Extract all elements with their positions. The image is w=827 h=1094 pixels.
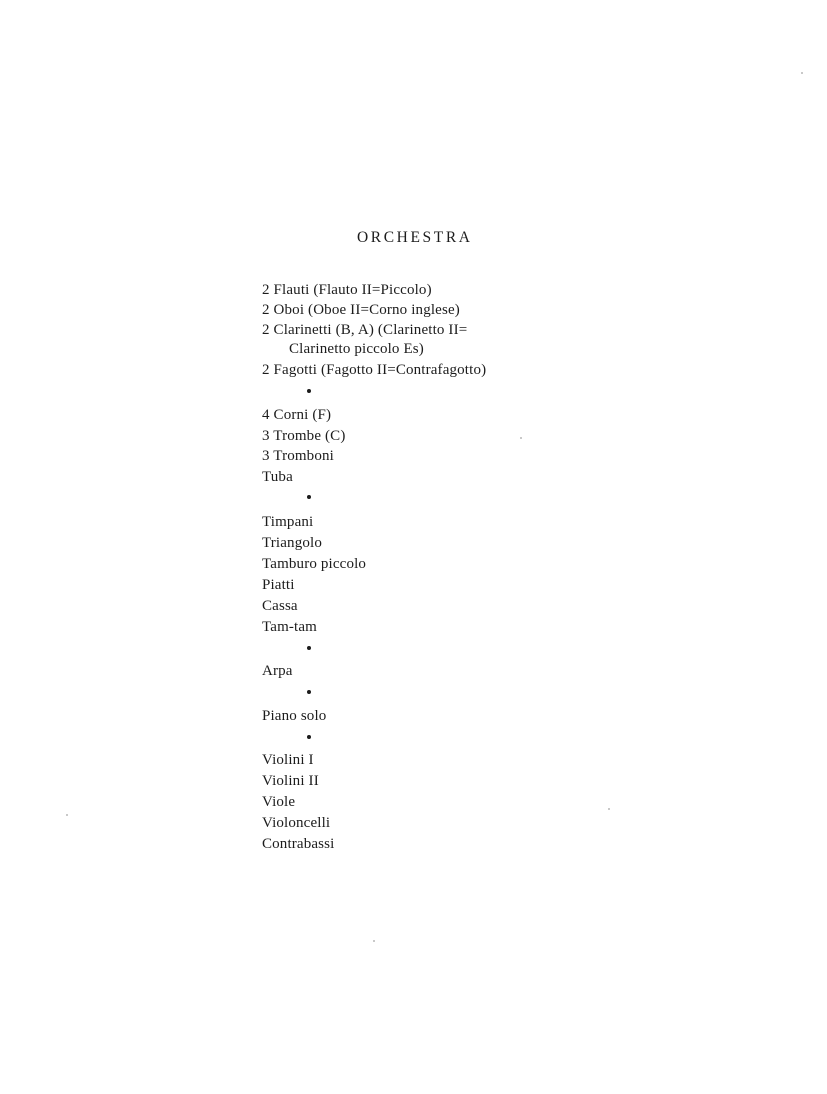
paper-speck — [520, 437, 522, 439]
section-separator — [307, 495, 311, 499]
instrument-double-basses: Contrabassi — [262, 836, 335, 852]
instrument-violins-2: Violini II — [262, 773, 319, 789]
section-separator — [307, 389, 311, 393]
instrument-piano: Piano solo — [262, 708, 327, 724]
page-title: ORCHESTRA — [357, 229, 473, 246]
paper-speck — [608, 808, 610, 810]
instrument-violas: Viole — [262, 794, 296, 810]
instrument-snare-drum: Tamburo piccolo — [262, 556, 367, 572]
instrument-cellos: Violoncelli — [262, 815, 331, 831]
instrument-clarinets: 2 Clarinetti (B, A) (Clarinetto II= — [262, 322, 468, 338]
paper-speck — [66, 814, 68, 816]
instrument-oboes: 2 Oboi (Oboe II=Corno inglese) — [262, 302, 460, 318]
instrument-horns: 4 Corni (F) — [262, 407, 332, 423]
section-separator — [307, 735, 311, 739]
instrument-triangle: Triangolo — [262, 535, 322, 551]
section-separator — [307, 646, 311, 650]
instrument-cymbals: Piatti — [262, 577, 295, 593]
instrument-trumpets: 3 Trombe (C) — [262, 428, 346, 444]
instrument-tuba: Tuba — [262, 469, 293, 485]
instrument-violins-1: Violini I — [262, 752, 314, 768]
paper-speck — [801, 72, 803, 74]
instrument-harp: Arpa — [262, 663, 293, 679]
instrument-trombones: 3 Tromboni — [262, 448, 334, 464]
instrument-tam-tam: Tam-tam — [262, 619, 317, 635]
instrument-bass-drum: Cassa — [262, 598, 298, 614]
instrument-clarinets-continued: Clarinetto piccolo Es) — [289, 341, 424, 357]
section-separator — [307, 690, 311, 694]
paper-speck — [373, 940, 375, 942]
instrument-bassoons: 2 Fagotti (Fagotto II=Contrafagotto) — [262, 362, 487, 378]
instrument-timpani: Timpani — [262, 514, 314, 530]
instrument-flutes: 2 Flauti (Flauto II=Piccolo) — [262, 282, 432, 298]
